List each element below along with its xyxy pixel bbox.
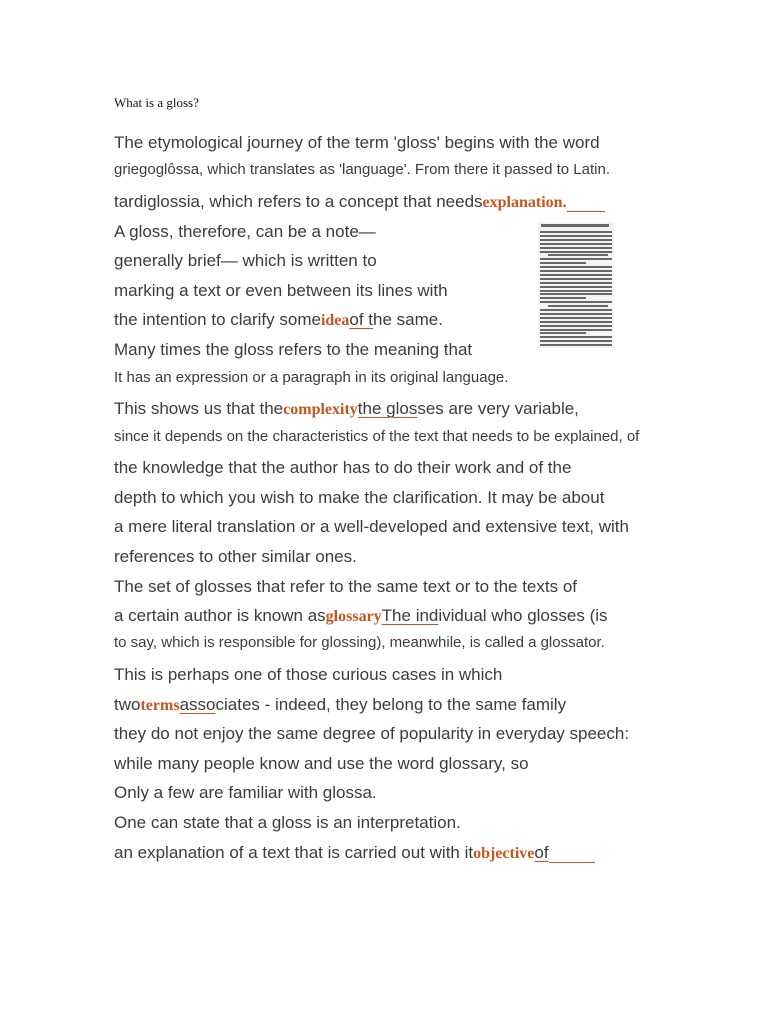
text-run: a certain author is known as [114, 606, 326, 625]
text-run: tardiglossia, which refers to a concept that needs [114, 192, 483, 211]
scan-text-line [540, 321, 612, 323]
scan-text-line [540, 317, 612, 319]
page-title: What is a gloss? [114, 95, 199, 110]
scan-text-line [540, 309, 612, 311]
underline-trail [567, 211, 605, 212]
text-line [114, 666, 502, 683]
text-run: ividual who glosses (is [438, 606, 608, 625]
text-run: while many people know and use the word glossary, so [114, 754, 529, 773]
text-line [114, 134, 600, 151]
text-run: an explanation of a text that is carried out with it [114, 843, 474, 862]
scan-text-line [540, 239, 612, 241]
scan-text-line [540, 243, 612, 245]
text-run: A gloss, therefore, can be a note— [114, 222, 376, 241]
scan-heading [541, 224, 609, 227]
text-line [114, 844, 595, 863]
keyword-link: terms [140, 697, 180, 714]
text-run: ciates - indeed, they belong to the same family [215, 695, 567, 714]
scan-text-line [540, 278, 612, 280]
text-run: It has an expression or a paragraph in its original language. [114, 369, 509, 386]
keyword-link: glossary [325, 608, 382, 625]
scan-text-line [540, 325, 612, 327]
scan-text-line [540, 293, 612, 295]
text-run: Only a few are familiar with glossa. [114, 783, 377, 802]
text-line [114, 607, 608, 625]
text-run: griegoglôssa, which translates as 'language'. From there it passed to Latin. [114, 161, 611, 178]
scan-text-line [540, 340, 612, 342]
text-line [114, 162, 610, 177]
scan-text-line [540, 329, 612, 331]
scan-text-line [540, 286, 612, 288]
scan-text-line [540, 290, 612, 292]
text-line [114, 548, 357, 565]
underlined-text: of [534, 843, 549, 862]
text-run: ses are very variable, [417, 399, 579, 418]
text-run: references to other similar ones. [114, 547, 357, 566]
text-line [114, 400, 579, 418]
text-run: the intention to clarify some [114, 310, 321, 329]
scan-text-line [548, 254, 608, 256]
scan-text-line [540, 231, 612, 233]
text-line [114, 489, 604, 506]
text-line [114, 755, 529, 772]
text-line [114, 578, 577, 595]
scan-text-line [540, 262, 586, 264]
scan-text-line [540, 282, 612, 284]
text-run: the knowledge that the author has to do their work and of the [114, 458, 572, 477]
text-line [114, 518, 629, 535]
text-line [114, 282, 448, 299]
underline-trail [549, 862, 595, 863]
scan-text-line [540, 274, 612, 276]
scan-text-line [540, 235, 612, 237]
text-line [114, 725, 629, 742]
underlined-text: the glos [357, 399, 418, 418]
text-line [114, 193, 605, 212]
scan-text-line [540, 332, 586, 334]
scan-text-line [548, 305, 608, 307]
underlined-text: of t [349, 310, 374, 329]
keyword-link: idea [320, 312, 350, 329]
scan-text-line [540, 270, 612, 272]
text-line [114, 635, 605, 650]
text-line [114, 814, 461, 831]
text-line [114, 223, 376, 240]
text-run: he same. [373, 310, 443, 329]
text-run: they do not enjoy the same degree of popularity in everyday speech: [114, 724, 630, 743]
scan-text-line [540, 266, 612, 268]
scan-text-line [540, 301, 612, 303]
text-line [114, 784, 377, 801]
text-run: Many times the gloss refers to the meaning that [114, 340, 473, 359]
text-run: The etymological journey of the term 'gloss' begins with the word [114, 133, 600, 152]
text-line [114, 341, 472, 358]
text-run: to say, which is responsible for glossing), meanwhile, is called a glossator. [114, 634, 605, 651]
text-line [114, 311, 443, 329]
text-run: One can state that a gloss is an interpretation. [114, 813, 461, 832]
text-run: generally brief— which is written to [114, 251, 377, 270]
scan-text-line [540, 336, 612, 338]
text-line [114, 252, 377, 269]
underlined-text: The ind [381, 606, 439, 625]
text-line [114, 459, 571, 476]
text-line [114, 370, 508, 385]
text-run: The set of glosses that refer to the same text or to the texts of [114, 577, 578, 596]
text-run: a mere literal translation or a well-developed and extensive text, with [114, 517, 629, 536]
text-run: since it depends on the characteristics of the text that needs to be explained, of [114, 428, 640, 445]
text-run: two [114, 695, 141, 714]
scan-text-line [540, 247, 612, 249]
scan-text-line [540, 251, 612, 253]
scan-text-line [540, 313, 612, 315]
text-run: This is perhaps one of those curious cases in which [114, 665, 503, 684]
text-line [114, 696, 566, 714]
text-run: marking a text or even between its lines with [114, 281, 448, 300]
scan-text-line [540, 258, 612, 260]
scan-text-line [540, 344, 612, 346]
scan-text-line [540, 297, 586, 299]
keyword-link: complexity [283, 401, 358, 418]
keyword-link: explanation. [482, 194, 567, 211]
underlined-text: asso [179, 695, 216, 714]
text-run: depth to which you wish to make the clarification. It may be about [114, 488, 605, 507]
text-line [114, 429, 639, 444]
scanned-page-image [538, 222, 614, 348]
text-run: This shows us that the [114, 399, 284, 418]
keyword-link: objective [473, 845, 535, 862]
